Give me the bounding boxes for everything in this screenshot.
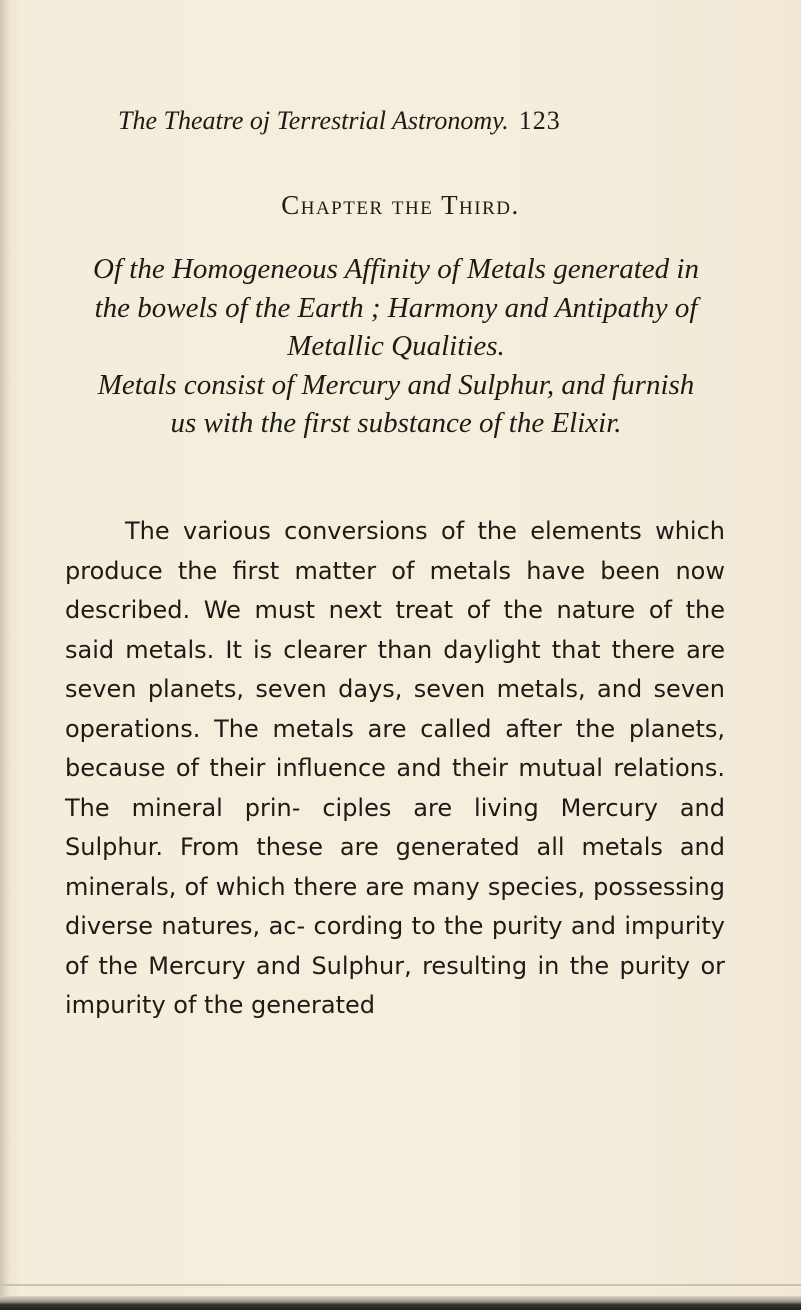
chapter-summary	[85, 250, 707, 443]
body-paragraph	[65, 512, 725, 1026]
summary-line-1: Of the Homogeneous Affinity of Metals generated in the bowels of the Earth ; Harmony and Antipathy of Metallic Qualities.	[93, 253, 699, 362]
running-head-title: The Theatre oj Terrestrial Astronomy.	[118, 106, 509, 135]
summary-line-2: Metals consist of Mercury and Sulphur, and furnish us with the first substance of the Elixir.	[97, 368, 695, 439]
bottom-edge-rule	[0, 1296, 801, 1310]
page-number: 123	[518, 106, 561, 135]
chapter-heading: Chapter the Third.	[281, 190, 520, 220]
running-head	[118, 106, 718, 146]
body-paragraph-text: The various conversions of the elements which produce the first matter of metals have been now described. We must next treat of the nature of the said metals. It is clearer than daylight that there are seven planets, seven days, seven metals, and seven operations. The metals are called after the planets, because of their influence and their mutual relations. The mineral prin- ciples are living Mercury and Sulphur. From these are generated all metals and minerals, of which there are many species, possessing diverse natures, ac- cording to the purity and impurity of the Mercury and Sulphur, resulting in the purity or impurity of the generated	[65, 517, 725, 1019]
